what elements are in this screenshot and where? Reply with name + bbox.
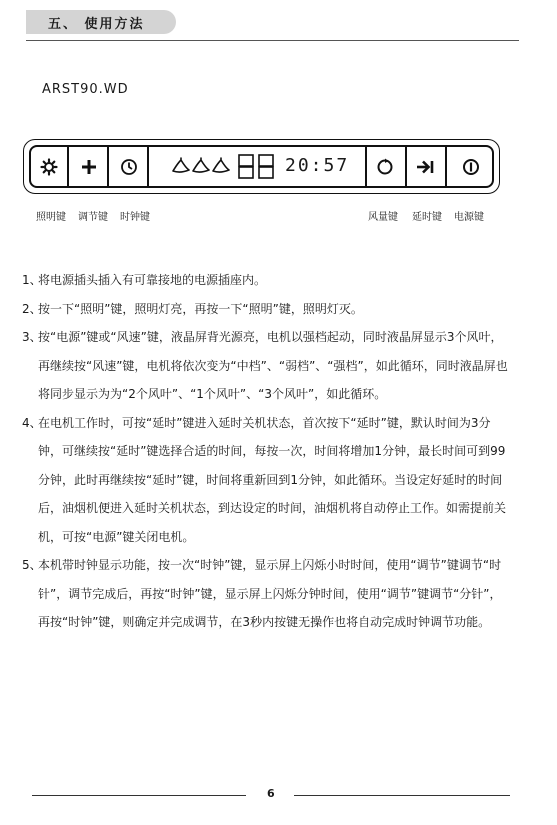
footer-rule-left: [32, 795, 246, 796]
lcd-display: [157, 147, 367, 186]
item-text: 按“电源”键或“风速”键，液晶屏背光源亮，电机以强档起动，同时液晶屏显示3个风叶，再继续按“风速”键，电机将依次变为“中档”、“弱档”、“强档”，如此循环，同时液晶屏也将同步显示为为“2个风叶”、“1个风叶”、“3个风叶”，如此循环。: [38, 330, 508, 401]
item-number: 5、: [22, 558, 42, 572]
cycle-icon: [376, 158, 394, 176]
model-number: ARST90.WD: [42, 82, 129, 97]
instruction-item: [22, 409, 512, 552]
footer-rule-right: [294, 795, 510, 796]
clock-icon: [120, 158, 138, 176]
control-panel-inner: [29, 145, 494, 188]
instruction-item: [22, 295, 512, 324]
clock-readout: 20:57: [285, 155, 350, 176]
item-text: 将电源插头插入有可靠接地的电源插座内。: [38, 273, 267, 287]
fan-icon: [171, 156, 233, 176]
control-panel-diagram: [23, 139, 500, 194]
light-key: [31, 147, 69, 186]
seven-segment-icon: [237, 153, 277, 181]
item-number: 4、: [22, 415, 42, 430]
delay-key: [405, 147, 443, 186]
item-text: 在电机工作时，可按“延时”键进入延时关机状态，首次按下“延时”键，默认时间为3分钟，可继续按“延时”键选择合适的时间，每按一次，时间将增加1分钟，最长时间可到99分钟，此时再继续按“延时”键，时间将重新回到1分钟，如此循环。当设定好延时的时间后，油烟机便进入延时关机状态，到达设定的时间，油烟机将自动停止工作。如需提前关机，可按“电源”键关闭电机。: [38, 415, 507, 544]
page-number: 6: [267, 787, 275, 800]
label-power-key: 电源键: [454, 212, 484, 223]
item-text: 按一下“照明”键，照明灯亮，再按一下“照明”键，照明灯灭。: [38, 301, 363, 316]
item-number: 3、: [22, 330, 42, 344]
label-fan-speed-key: 风量键: [368, 212, 398, 223]
instruction-item: [22, 551, 512, 637]
label-adjust-key: 调节键: [78, 212, 108, 223]
instructions-list: [22, 266, 512, 637]
label-delay-key: 延时键: [412, 212, 442, 223]
top-rule: [26, 40, 519, 41]
clock-key: [111, 147, 149, 186]
label-clock-key: 时钟键: [120, 212, 150, 223]
label-light-key: 照明键: [36, 212, 66, 223]
item-number: 1、: [22, 273, 42, 287]
plus-icon: [80, 158, 98, 176]
fan-speed-key: [365, 147, 403, 186]
section-heading-tab: [26, 10, 176, 34]
instruction-item: [22, 323, 512, 409]
item-number: 2、: [22, 301, 42, 316]
adjust-key: [71, 147, 109, 186]
section-title: 五、 使用方法: [48, 16, 145, 32]
instruction-item: [22, 266, 512, 295]
power-key: [445, 147, 494, 186]
light-gear-icon: [40, 158, 58, 176]
item-text: 本机带时钟显示功能，按一次“时钟”键，显示屏上闪烁小时时间，使用“调节”键调节“时针”，调节完成后，再按“时钟”键，显示屏上闪烁分钟时间，使用“调节”键调节“分针”，再按“时钟”键，则确定并完成调节，在3秒内按键无操作也将自动完成时钟调节功能。: [38, 558, 502, 629]
power-icon: [462, 158, 480, 176]
arrow-timer-icon: [415, 158, 435, 176]
